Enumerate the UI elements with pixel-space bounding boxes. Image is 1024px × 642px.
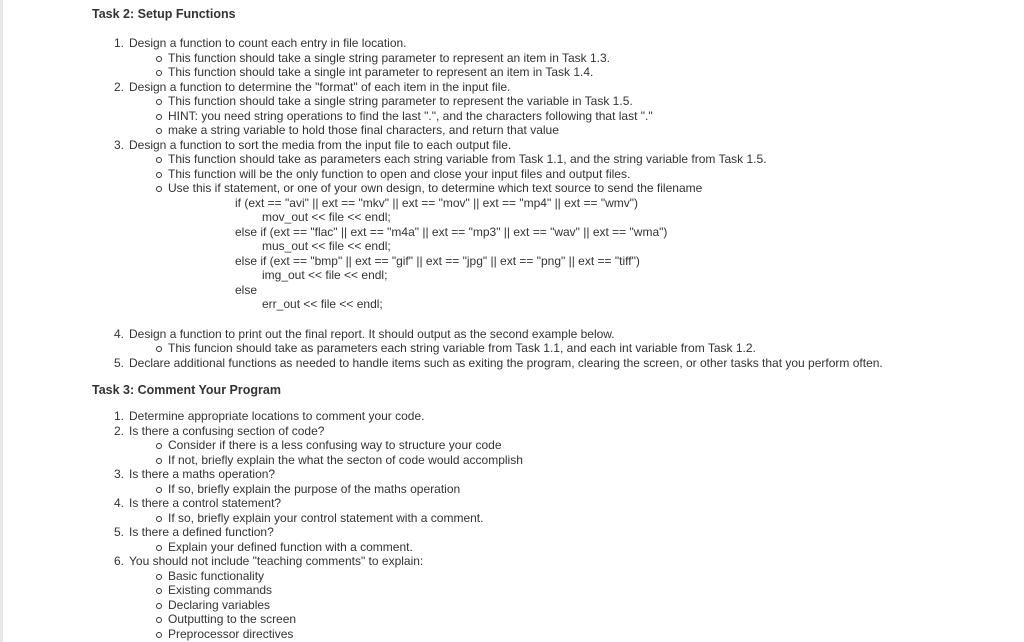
sub-item: Consider if there is a less confusing way to structure your code xyxy=(168,438,1012,453)
task3-step-1 xyxy=(114,409,1012,424)
task2-steps xyxy=(92,36,1012,370)
sub-item: make a string variable to hold those final characters, and return that value xyxy=(168,123,1012,138)
step-text: Determine appropriate locations to comment your code. xyxy=(129,409,425,423)
step-text: Is there a confusing section of code? xyxy=(129,423,325,438)
step-number: 3. xyxy=(114,137,125,152)
task3-heading: Task 3: Comment Your Program xyxy=(92,383,281,397)
step-number: 5. xyxy=(114,355,125,370)
sub-item: Basic functionality xyxy=(168,569,1012,584)
code-line: if (ext == "avi" || ext == "mkv" || ext == "mov" || ext == "mp4" || ext == "wmv") xyxy=(235,195,639,210)
task2-step-4 xyxy=(114,326,1012,356)
sub-item: If not, briefly explain the what the secton of code would accomplish xyxy=(168,453,1012,468)
code-line: else if (ext == "bmp" || ext == "gif" || ext == "jpg" || ext == "png" || ext == "tiff") xyxy=(235,253,640,268)
sub-item: Existing commands xyxy=(168,583,1012,598)
task3-step-3 xyxy=(114,467,1012,496)
code-line: img_out << file << endl; xyxy=(262,268,388,282)
code-line: else if (ext == "flac" || ext == "m4a" || ext == "mp3" || ext == "wav" || ext == "wma") xyxy=(235,224,668,239)
sub-list xyxy=(129,482,1012,497)
step-text: You should not include "teaching comments" to explain: xyxy=(129,554,424,568)
sub-item: This function should take as parameters each string variable from Task 1.1, and the string variable from Task 1.5. xyxy=(168,152,1012,167)
sub-list xyxy=(129,341,1012,356)
left-border xyxy=(0,0,3,642)
task2-step-3 xyxy=(114,137,1012,327)
sub-list xyxy=(129,569,1012,642)
sub-item: This function should take a single int parameter to represent an item in Task 1.4. xyxy=(168,65,1012,80)
sub-list xyxy=(129,51,1012,80)
assignment-content xyxy=(92,6,1012,641)
step-number: 1. xyxy=(114,409,125,423)
step-number: 4. xyxy=(114,326,125,341)
sub-item: If so, briefly explain the purpose of the maths operation xyxy=(168,482,1012,497)
sub-item: Explain your defined function with a comment. xyxy=(168,540,1012,555)
sub-item: Use this if statement, or one of your own design, to determine which text source to send the filename xyxy=(168,181,1012,196)
sub-list xyxy=(129,438,1012,467)
step-number: 5. xyxy=(114,525,125,539)
task3-step-6 xyxy=(114,554,1012,641)
sub-list xyxy=(129,152,1012,196)
code-line: else xyxy=(235,282,258,297)
sub-list xyxy=(129,94,1012,138)
sub-item: This function will be the only function to open and close your input files and output files. xyxy=(168,167,1012,182)
sub-list xyxy=(129,540,1012,555)
task2-step-1 xyxy=(114,36,1012,80)
step-number: 2. xyxy=(114,423,125,438)
step-number: 3. xyxy=(114,467,125,481)
sub-item: Declaring variables xyxy=(168,598,1012,613)
task2-heading: Task 2: Setup Functions xyxy=(92,7,236,21)
sub-item: Outputting to the screen xyxy=(168,612,1012,627)
step-text: Declare additional functions as needed to handle items such as exiting the program, clearing the screen, or other tasks that you perform often. xyxy=(129,355,883,370)
sub-item: This funcion should take as parameters each string variable from Task 1.1, and each int variable from Task 1.2. xyxy=(168,341,1012,356)
code-snippet xyxy=(129,196,1012,312)
step-text: Is there a maths operation? xyxy=(129,467,276,481)
code-line: err_out << file << endl; xyxy=(262,297,383,311)
step-number: 1. xyxy=(114,36,125,50)
code-line: mus_out << file << endl; xyxy=(262,239,391,253)
step-text: Is there a control statement? xyxy=(129,496,282,510)
step-text: Design a function to sort the media from the input file to each output file. xyxy=(129,137,512,152)
step-text: Design a function to print out the final report. It should output as the second example below. xyxy=(129,326,615,341)
task3-step-4 xyxy=(114,496,1012,525)
step-text: Design a function to determine the "format" of each item in the input file. xyxy=(129,79,511,94)
task3-steps xyxy=(92,409,1012,641)
step-number: 4. xyxy=(114,496,125,510)
task2-step-5 xyxy=(114,355,1012,371)
sub-item: If so, briefly explain your control statement with a comment. xyxy=(168,511,1012,526)
code-line: mov_out << file << endl; xyxy=(262,210,391,224)
task3-step-5 xyxy=(114,525,1012,554)
sub-item: HINT: you need string operations to find the last ".", and the characters following that last "." xyxy=(168,109,1012,124)
task3-step-2 xyxy=(114,423,1012,468)
step-number: 2. xyxy=(114,79,125,94)
step-number: 6. xyxy=(114,554,125,568)
task2-step-2 xyxy=(114,79,1012,138)
sub-list xyxy=(129,511,1012,526)
step-text: Design a function to count each entry in file location. xyxy=(129,36,407,50)
sub-item: This function should take a single string parameter to represent the variable in Task 1.5. xyxy=(168,94,1012,109)
sub-item: Preprocessor directives xyxy=(168,627,1012,642)
step-text: Is there a defined function? xyxy=(129,525,274,539)
sub-item: This function should take a single string parameter to represent an item in Task 1.3. xyxy=(168,51,1012,66)
